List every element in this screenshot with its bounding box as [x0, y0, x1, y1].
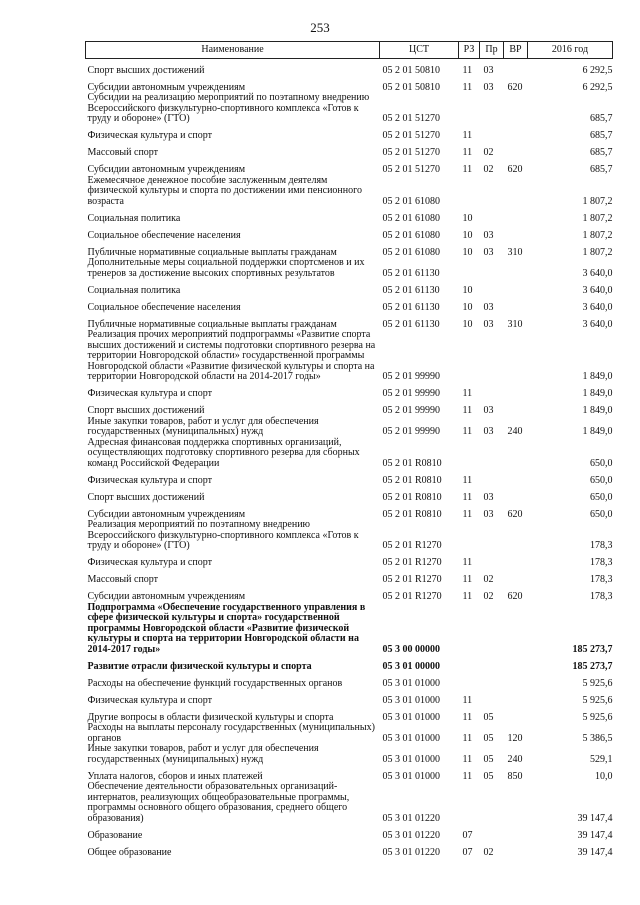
cell-vr — [504, 330, 528, 383]
header-cst: ЦСТ — [380, 42, 459, 59]
cell-pr: 05 — [483, 732, 494, 744]
cell-rz: 11 — [462, 130, 473, 141]
cell-vr: 240 — [507, 426, 523, 437]
cell-pr: 03 — [483, 426, 494, 437]
cell-vr — [504, 93, 528, 125]
cell-rz: 11 — [462, 711, 473, 723]
table-row — [86, 59, 613, 77]
cell-cst: 05 2 01 51270 — [382, 147, 440, 158]
cell-cst: 05 2 01 50810 — [382, 64, 440, 76]
table-row — [86, 672, 613, 689]
header-rz: РЗ — [459, 42, 480, 59]
cell-name: Реализация прочих мероприятий подпрограммы «Развитие спорта высших достижений и системы подготовки спортивного резерва на территории Новгородской области» государственной программы Новгородской области «Развитие физической культуры и спорта на территории Новгородской области на 2014-2017 годы» — [87, 329, 376, 382]
cell-cst: 05 2 01 R0810 — [382, 457, 442, 469]
cell-rz: 10 — [462, 212, 473, 224]
cell-vr — [504, 552, 528, 569]
cell-rz: 11 — [462, 591, 473, 602]
cell-name: Спорт высших достижений — [87, 405, 205, 416]
table-row — [86, 279, 613, 296]
cell-rz — [459, 655, 480, 672]
cell-name: Образование — [87, 829, 143, 841]
table-row — [86, 486, 613, 503]
cell-rz: 11 — [462, 770, 473, 782]
cell-vr — [504, 569, 528, 586]
cell-vr — [504, 672, 528, 689]
cell-sum: 3 640,0 — [582, 318, 613, 330]
cell-vr — [504, 59, 528, 77]
cell-cst: 05 2 01 61080 — [382, 212, 440, 224]
cell-rz: 11 — [462, 405, 473, 416]
cell-name: Публичные нормативные социальные выплаты гражданам — [87, 318, 337, 330]
table-row — [86, 520, 613, 552]
cell-pr — [480, 672, 504, 689]
cell-sum: 5 925,6 — [582, 694, 613, 706]
cell-name: Физическая культура и спорт — [87, 474, 212, 486]
cell-name: Субсидии на реализацию мероприятий по поэтапному внедрению Всероссийского физкультурно-спортивного комплекса «Готов к труду и обороне» (ГТО) — [87, 92, 370, 124]
cell-pr — [480, 207, 504, 224]
table-row — [86, 142, 613, 159]
cell-rz: 07 — [462, 829, 473, 841]
table-row — [86, 313, 613, 330]
cell-rz: 11 — [462, 147, 473, 158]
cell-cst: 05 3 01 01220 — [382, 829, 440, 841]
cell-cst: 05 2 01 51270 — [382, 164, 440, 175]
cell-name: Спорт высших достижений — [87, 491, 205, 503]
cell-sum: 1 807,2 — [582, 229, 613, 241]
cell-pr: 03 — [483, 81, 494, 93]
cell-name: Субсидии автономным учреждениям — [87, 591, 246, 602]
cell-cst: 05 3 01 01000 — [382, 694, 440, 706]
cell-cst: 05 2 01 R1270 — [382, 557, 442, 568]
cell-cst: 05 3 01 01000 — [382, 711, 440, 723]
cell-pr: 03 — [483, 405, 494, 416]
cell-pr — [480, 93, 504, 125]
cell-vr — [504, 279, 528, 296]
cell-pr — [480, 438, 504, 470]
table-row — [86, 552, 613, 569]
cell-sum: 1 849,0 — [582, 405, 613, 416]
cell-name: Субсидии автономным учреждениям — [87, 164, 246, 175]
cell-sum: 650,0 — [590, 457, 613, 469]
cell-sum: 5 925,6 — [582, 677, 613, 689]
table-row — [86, 655, 613, 672]
cell-cst: 05 3 01 01220 — [382, 846, 440, 858]
cell-rz: 11 — [462, 426, 473, 437]
table-row — [86, 400, 613, 417]
table-row — [86, 706, 613, 723]
cell-cst: 05 2 01 R1270 — [382, 591, 442, 602]
cell-sum: 10,0 — [595, 770, 613, 782]
cell-vr: 850 — [507, 770, 523, 782]
cell-pr — [480, 520, 504, 552]
cell-cst: 05 2 01 61080 — [382, 195, 440, 207]
budget-table — [85, 41, 613, 858]
cell-vr: 620 — [507, 591, 523, 602]
cell-name: Социальное обеспечение населения — [87, 301, 241, 313]
cell-name: Физическая культура и спорт — [87, 130, 212, 141]
cell-cst: 05 2 01 50810 — [382, 81, 440, 93]
header-vr: ВР — [504, 42, 528, 59]
cell-rz: 07 — [462, 846, 473, 858]
cell-vr — [504, 125, 528, 142]
cell-rz: 11 — [462, 388, 473, 399]
cell-name: Спорт высших достижений — [87, 64, 205, 76]
cell-vr — [504, 841, 528, 858]
cell-rz — [459, 603, 480, 656]
cell-sum: 5 386,5 — [582, 732, 613, 744]
cell-cst: 05 3 01 00000 — [382, 660, 440, 672]
header-pr: Пр — [480, 42, 504, 59]
cell-cst: 05 2 01 99990 — [382, 426, 440, 437]
table-row — [86, 569, 613, 586]
cell-pr: 03 — [483, 229, 494, 241]
table-row — [86, 841, 613, 858]
cell-cst: 05 3 00 00000 — [382, 643, 440, 655]
cell-pr: 02 — [483, 147, 494, 158]
cell-vr: 120 — [507, 732, 523, 744]
cell-sum: 685,7 — [590, 113, 613, 124]
cell-sum: 650,0 — [590, 491, 613, 503]
cell-rz: 10 — [462, 246, 473, 258]
cell-rz: 11 — [462, 81, 473, 93]
cell-name: Социальная политика — [87, 212, 181, 224]
cell-sum: 185 273,7 — [572, 660, 613, 672]
cell-pr — [480, 383, 504, 400]
cell-name: Массовый спорт — [87, 574, 159, 585]
cell-sum: 39 147,4 — [577, 846, 613, 858]
table-row — [86, 723, 613, 744]
cell-cst: 05 2 01 99990 — [382, 388, 440, 399]
table-body — [86, 59, 613, 859]
cell-sum: 1 807,2 — [582, 195, 613, 207]
cell-sum: 178,3 — [590, 574, 613, 585]
cell-pr: 03 — [483, 301, 494, 313]
cell-rz — [459, 520, 480, 552]
cell-rz — [459, 672, 480, 689]
table-row — [86, 744, 613, 765]
cell-cst: 05 2 01 61130 — [382, 301, 440, 313]
cell-cst: 05 2 01 R1270 — [382, 574, 442, 585]
cell-name: Развитие отрасли физической культуры и спорта — [87, 660, 312, 672]
cell-sum: 3 640,0 — [582, 284, 613, 296]
cell-cst: 05 2 01 61130 — [382, 318, 440, 330]
cell-cst: 05 2 01 99990 — [382, 371, 440, 382]
cell-name: Публичные нормативные социальные выплаты гражданам — [87, 246, 337, 258]
cell-pr: 02 — [483, 591, 494, 602]
cell-vr — [504, 520, 528, 552]
cell-rz: 10 — [462, 229, 473, 241]
table-row — [86, 469, 613, 486]
cell-rz — [459, 176, 480, 208]
cell-vr — [504, 258, 528, 279]
cell-sum: 3 640,0 — [582, 301, 613, 313]
cell-pr — [480, 782, 504, 824]
cell-vr — [504, 142, 528, 159]
cell-cst: 05 2 01 51270 — [382, 113, 440, 124]
cell-vr — [504, 400, 528, 417]
table-row — [86, 383, 613, 400]
cell-rz — [459, 258, 480, 279]
cell-name: Адресная финансовая поддержка спортивных организаций, осуществляющих подготовку спортивного резерва для сборных команд Российской Федерации — [87, 436, 360, 469]
table-row — [86, 330, 613, 383]
cell-pr — [480, 176, 504, 208]
cell-sum: 39 147,4 — [577, 812, 613, 824]
cell-pr: 03 — [483, 246, 494, 258]
cell-cst: 05 2 01 61130 — [382, 284, 440, 296]
cell-name: Субсидии автономным учреждениям — [87, 81, 246, 93]
cell-pr — [480, 552, 504, 569]
cell-rz: 10 — [462, 318, 473, 330]
cell-cst: 05 2 01 61080 — [382, 229, 440, 241]
cell-pr — [480, 330, 504, 383]
cell-sum: 1 849,0 — [582, 371, 613, 382]
cell-cst: 05 3 01 01000 — [382, 753, 440, 765]
cell-name: Дополнительные меры социальной поддержки спортсменов и их тренеров за достижение высоких спортивных результатов — [87, 257, 365, 279]
cell-vr — [504, 824, 528, 841]
cell-vr — [504, 486, 528, 503]
cell-pr: 03 — [483, 508, 494, 520]
cell-cst: 05 2 01 99990 — [382, 405, 440, 416]
cell-rz — [459, 782, 480, 824]
cell-pr: 05 — [483, 711, 494, 723]
table-row — [86, 765, 613, 782]
cell-rz: 11 — [462, 694, 473, 706]
cell-cst: 05 2 01 51270 — [382, 130, 440, 141]
table-row — [86, 258, 613, 279]
cell-pr — [480, 824, 504, 841]
cell-cst: 05 2 01 R0810 — [382, 508, 442, 520]
cell-rz: 11 — [462, 491, 473, 503]
table-row — [86, 224, 613, 241]
cell-sum: 178,3 — [590, 540, 613, 551]
cell-name: Массовый спорт — [87, 147, 159, 158]
table-row — [86, 689, 613, 706]
cell-name: Обеспечение деятельности образовательных организаций-интернатов, реализующих общеобразовательные программы, программы основного общего образования, среднего общего образования) — [87, 781, 350, 824]
cell-vr — [504, 706, 528, 723]
cell-vr: 310 — [507, 318, 523, 330]
table-row — [86, 296, 613, 313]
cell-rz — [459, 438, 480, 470]
cell-vr — [504, 689, 528, 706]
table-row — [86, 586, 613, 603]
cell-rz: 11 — [462, 574, 473, 585]
cell-pr — [480, 689, 504, 706]
cell-name: Уплата налогов, сборов и иных платежей — [87, 770, 263, 782]
cell-pr — [480, 603, 504, 656]
cell-sum: 178,3 — [590, 557, 613, 568]
cell-rz — [459, 93, 480, 125]
cell-vr: 620 — [507, 164, 523, 175]
table-row — [86, 176, 613, 208]
cell-vr — [504, 782, 528, 824]
cell-name: Социальная политика — [87, 284, 181, 296]
cell-pr: 03 — [483, 491, 494, 503]
cell-sum: 39 147,4 — [577, 829, 613, 841]
cell-vr — [504, 383, 528, 400]
cell-sum: 178,3 — [590, 591, 613, 602]
cell-vr — [504, 296, 528, 313]
table-row — [86, 824, 613, 841]
cell-cst: 05 3 01 01000 — [382, 732, 440, 744]
cell-rz — [459, 330, 480, 383]
cell-vr — [504, 655, 528, 672]
table-row — [86, 241, 613, 258]
cell-pr: 03 — [483, 318, 494, 330]
cell-vr — [504, 469, 528, 486]
cell-name: Другие вопросы в области физической культуры и спорта — [87, 711, 334, 723]
cell-sum: 650,0 — [590, 474, 613, 486]
cell-cst: 05 3 01 01220 — [382, 812, 440, 824]
cell-sum: 1 849,0 — [582, 426, 613, 437]
cell-name: Иные закупки товаров, работ и услуг для обеспечения государственных (муниципальных) нужд — [87, 415, 319, 437]
table-row — [86, 76, 613, 93]
cell-pr: 05 — [483, 753, 494, 765]
cell-sum: 3 640,0 — [582, 267, 613, 279]
cell-rz: 11 — [462, 732, 473, 744]
cell-name: Расходы на выплаты персоналу государственных (муниципальных) органов — [87, 722, 375, 744]
cell-rz: 11 — [462, 164, 473, 175]
cell-sum: 1 849,0 — [582, 388, 613, 399]
cell-name: Физическая культура и спорт — [87, 557, 212, 568]
cell-vr: 310 — [507, 246, 523, 258]
cell-name: Ежемесячное денежное пособие заслуженным деятелям физической культуры и спорта по достижении ими пенсионного возраста — [87, 174, 362, 207]
cell-name: Социальное обеспечение населения — [87, 229, 241, 241]
cell-vr — [504, 438, 528, 470]
table-row — [86, 603, 613, 656]
cell-vr: 240 — [507, 753, 523, 765]
cell-pr — [480, 655, 504, 672]
table-row — [86, 93, 613, 125]
cell-sum: 685,7 — [590, 130, 613, 141]
cell-pr: 03 — [483, 64, 494, 76]
cell-pr: 05 — [483, 770, 494, 782]
cell-name: Субсидии автономным учреждениям — [87, 508, 246, 520]
cell-vr — [504, 176, 528, 208]
cell-rz: 11 — [462, 474, 473, 486]
cell-sum: 529,1 — [590, 753, 613, 765]
cell-rz: 11 — [462, 753, 473, 765]
cell-pr — [480, 279, 504, 296]
header-name: Наименование — [86, 42, 380, 59]
cell-sum: 650,0 — [590, 508, 613, 520]
table-row — [86, 125, 613, 142]
cell-sum: 1 807,2 — [582, 246, 613, 258]
cell-pr — [480, 469, 504, 486]
cell-sum: 1 807,2 — [582, 212, 613, 224]
cell-vr — [504, 207, 528, 224]
cell-vr: 620 — [507, 508, 523, 520]
cell-cst: 05 2 01 R1270 — [382, 540, 442, 551]
cell-rz: 10 — [462, 284, 473, 296]
cell-name: Физическая культура и спорт — [87, 388, 212, 399]
cell-cst: 05 2 01 R0810 — [382, 474, 442, 486]
cell-cst: 05 3 01 01000 — [382, 677, 440, 689]
cell-rz: 11 — [462, 64, 473, 76]
table-row — [86, 417, 613, 438]
cell-pr: 02 — [483, 574, 494, 585]
cell-vr — [504, 224, 528, 241]
page-number: 253 — [310, 20, 330, 35]
table-row — [86, 159, 613, 176]
cell-rz: 11 — [462, 557, 473, 568]
cell-sum: 6 292,5 — [582, 64, 613, 76]
cell-rz: 10 — [462, 301, 473, 313]
cell-sum: 685,7 — [590, 164, 613, 175]
table-row — [86, 503, 613, 520]
cell-name: Иные закупки товаров, работ и услуг для обеспечения государственных (муниципальных) нужд — [87, 743, 319, 765]
cell-rz: 11 — [462, 508, 473, 520]
cell-vr — [504, 603, 528, 656]
cell-pr: 02 — [483, 846, 494, 858]
cell-name: Физическая культура и спорт — [87, 694, 212, 706]
cell-pr: 02 — [483, 164, 494, 175]
table-row — [86, 438, 613, 470]
cell-cst: 05 2 01 61130 — [382, 267, 440, 279]
table-row — [86, 782, 613, 824]
cell-vr: 620 — [507, 81, 523, 93]
cell-sum: 5 925,6 — [582, 711, 613, 723]
cell-pr — [480, 125, 504, 142]
table-header — [86, 42, 613, 59]
table-row — [86, 207, 613, 224]
cell-name: Подпрограмма «Обеспечение государственного управления в сфере физической культуры и спорта» государственной программы Новгородской области «Развитие физической культуры и спорта на территории Новгородской области на 2014-2017 годы» — [87, 601, 366, 655]
cell-name: Реализация мероприятий по поэтапному внедрению Всероссийского физкультурно-спортивного комплекса «Готов к труду и обороне» (ГТО) — [87, 519, 359, 551]
cell-cst: 05 2 01 61080 — [382, 246, 440, 258]
cell-name: Общее образование — [87, 846, 172, 858]
cell-sum: 185 273,7 — [572, 643, 613, 655]
cell-cst: 05 2 01 R0810 — [382, 491, 442, 503]
header-year: 2016 год — [528, 42, 613, 59]
cell-name: Расходы на обеспечение функций государственных органов — [87, 677, 343, 689]
cell-cst: 05 3 01 01000 — [382, 770, 440, 782]
cell-pr — [480, 258, 504, 279]
cell-sum: 685,7 — [590, 147, 613, 158]
cell-sum: 6 292,5 — [582, 81, 613, 93]
